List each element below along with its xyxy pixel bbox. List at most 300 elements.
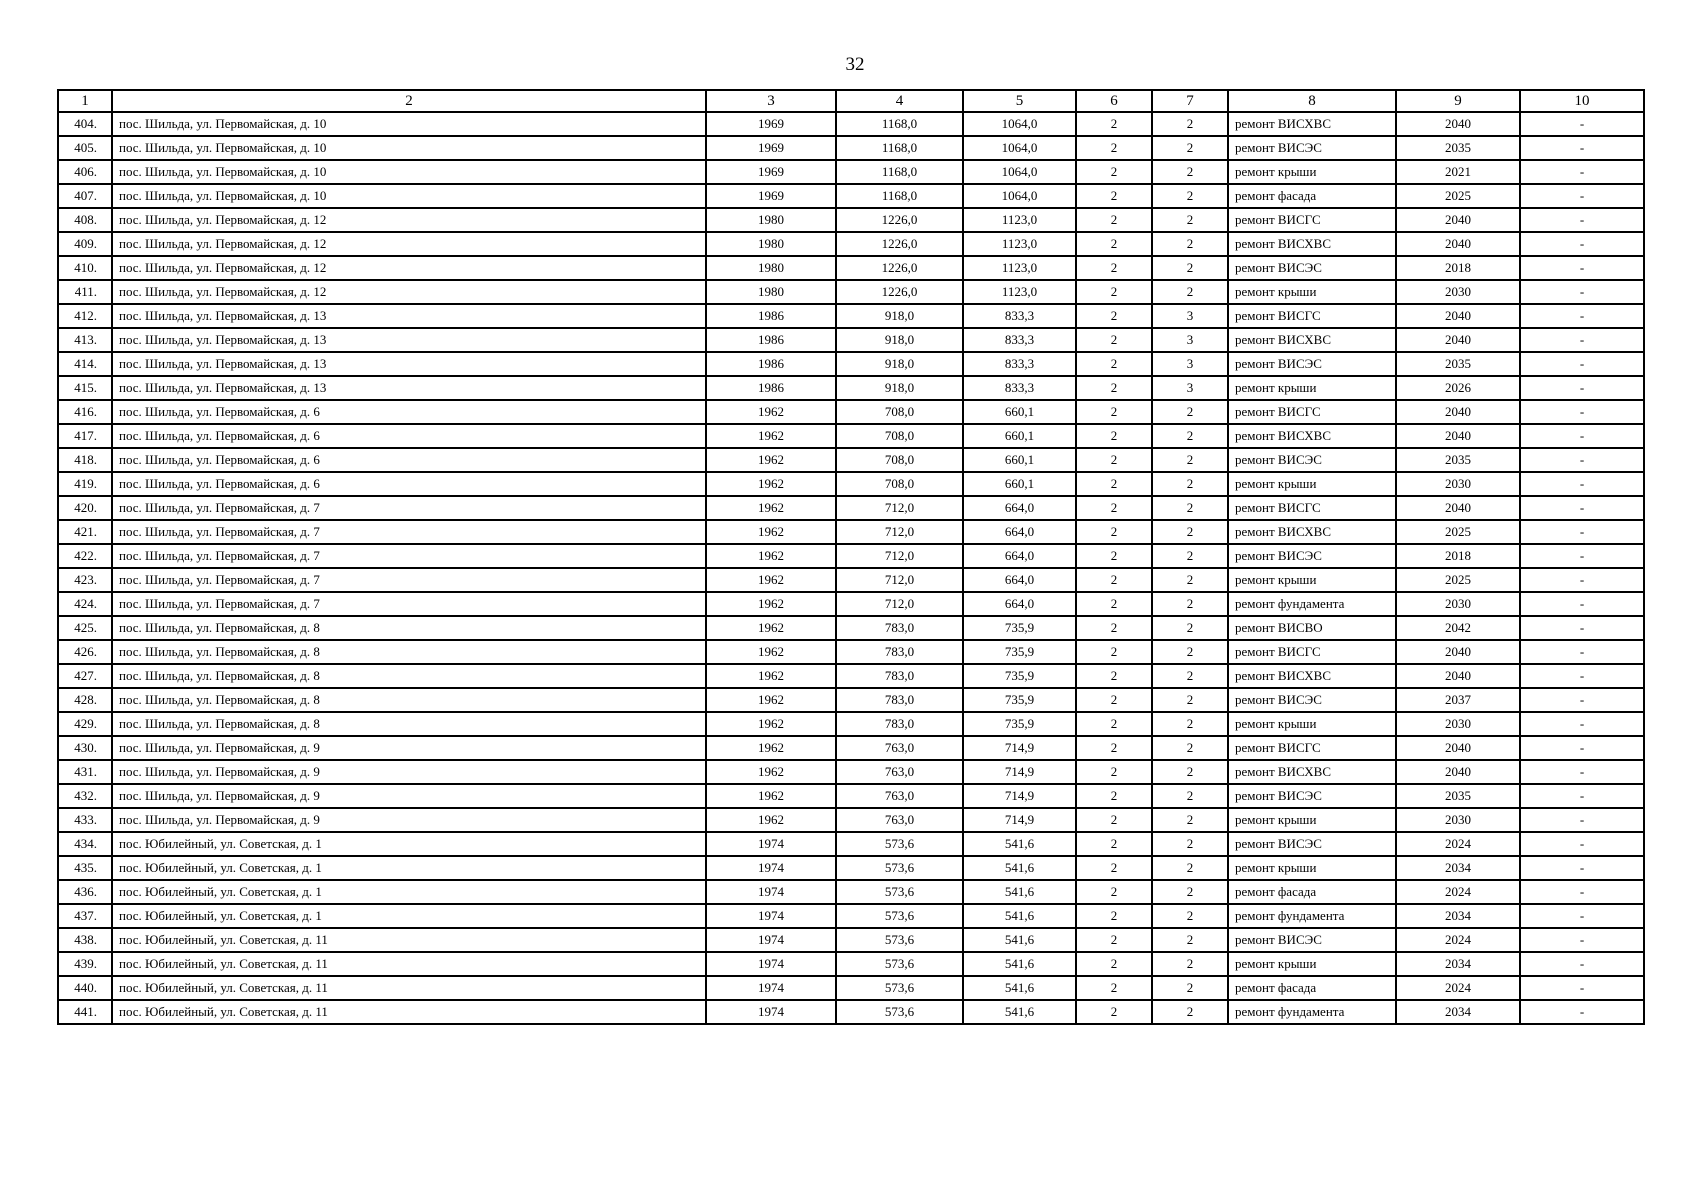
note-cell: - <box>1520 328 1644 352</box>
repair-type-cell: ремонт крыши <box>1228 376 1396 400</box>
floors-cell: 2 <box>1076 232 1152 256</box>
row-number-cell: 428. <box>58 688 112 712</box>
table-row <box>58 664 1644 688</box>
entrances-cell: 2 <box>1152 208 1228 232</box>
total-area-cell: 712,0 <box>836 568 963 592</box>
build-year-cell: 1969 <box>706 184 836 208</box>
note-cell: - <box>1520 304 1644 328</box>
address-cell: пос. Шильда, ул. Первомайская, д. 6 <box>112 400 706 424</box>
entrances-cell: 2 <box>1152 664 1228 688</box>
repair-year-cell: 2040 <box>1396 760 1520 784</box>
row-number-cell: 414. <box>58 352 112 376</box>
floors-cell: 2 <box>1076 112 1152 136</box>
column-header: 1 <box>58 90 112 112</box>
table-row <box>58 616 1644 640</box>
repair-type-cell: ремонт ВИСГС <box>1228 400 1396 424</box>
repair-type-cell: ремонт ВИСЭС <box>1228 784 1396 808</box>
living-area-cell: 664,0 <box>963 568 1076 592</box>
column-header: 5 <box>963 90 1076 112</box>
repair-year-cell: 2018 <box>1396 544 1520 568</box>
repair-type-cell: ремонт крыши <box>1228 160 1396 184</box>
total-area-cell: 783,0 <box>836 712 963 736</box>
floors-cell: 2 <box>1076 712 1152 736</box>
table-row <box>58 712 1644 736</box>
row-number-cell: 435. <box>58 856 112 880</box>
build-year-cell: 1962 <box>706 568 836 592</box>
entrances-cell: 2 <box>1152 496 1228 520</box>
repair-type-cell: ремонт ВИСХВС <box>1228 424 1396 448</box>
entrances-cell: 3 <box>1152 304 1228 328</box>
entrances-cell: 2 <box>1152 808 1228 832</box>
repair-type-cell: ремонт ВИСЭС <box>1228 688 1396 712</box>
table-row <box>58 424 1644 448</box>
note-cell: - <box>1520 664 1644 688</box>
floors-cell: 2 <box>1076 304 1152 328</box>
note-cell: - <box>1520 376 1644 400</box>
row-number-cell: 437. <box>58 904 112 928</box>
build-year-cell: 1962 <box>706 592 836 616</box>
repair-type-cell: ремонт ВИСХВС <box>1228 760 1396 784</box>
repair-type-cell: ремонт ВИСХВС <box>1228 232 1396 256</box>
table-header-row <box>58 90 1644 112</box>
row-number-cell: 438. <box>58 928 112 952</box>
living-area-cell: 541,6 <box>963 904 1076 928</box>
table-row <box>58 448 1644 472</box>
table-row <box>58 808 1644 832</box>
total-area-cell: 708,0 <box>836 448 963 472</box>
total-area-cell: 708,0 <box>836 424 963 448</box>
build-year-cell: 1962 <box>706 496 836 520</box>
total-area-cell: 1168,0 <box>836 112 963 136</box>
entrances-cell: 2 <box>1152 832 1228 856</box>
build-year-cell: 1980 <box>706 208 836 232</box>
build-year-cell: 1974 <box>706 856 836 880</box>
note-cell: - <box>1520 424 1644 448</box>
note-cell: - <box>1520 472 1644 496</box>
build-year-cell: 1962 <box>706 712 836 736</box>
entrances-cell: 3 <box>1152 328 1228 352</box>
row-number-cell: 440. <box>58 976 112 1000</box>
entrances-cell: 2 <box>1152 592 1228 616</box>
total-area-cell: 1226,0 <box>836 208 963 232</box>
floors-cell: 2 <box>1076 880 1152 904</box>
table-row <box>58 208 1644 232</box>
living-area-cell: 833,3 <box>963 352 1076 376</box>
column-header: 6 <box>1076 90 1152 112</box>
entrances-cell: 2 <box>1152 400 1228 424</box>
total-area-cell: 573,6 <box>836 976 963 1000</box>
repair-year-cell: 2040 <box>1396 640 1520 664</box>
build-year-cell: 1974 <box>706 976 836 1000</box>
floors-cell: 2 <box>1076 640 1152 664</box>
repair-type-cell: ремонт крыши <box>1228 808 1396 832</box>
repair-year-cell: 2040 <box>1396 328 1520 352</box>
repair-type-cell: ремонт фасада <box>1228 976 1396 1000</box>
note-cell: - <box>1520 400 1644 424</box>
living-area-cell: 735,9 <box>963 664 1076 688</box>
note-cell: - <box>1520 904 1644 928</box>
repair-type-cell: ремонт фасада <box>1228 880 1396 904</box>
column-header: 8 <box>1228 90 1396 112</box>
row-number-cell: 439. <box>58 952 112 976</box>
table-row <box>58 496 1644 520</box>
total-area-cell: 763,0 <box>836 808 963 832</box>
table-row <box>58 856 1644 880</box>
repair-year-cell: 2040 <box>1396 496 1520 520</box>
build-year-cell: 1962 <box>706 664 836 688</box>
build-year-cell: 1962 <box>706 448 836 472</box>
build-year-cell: 1986 <box>706 352 836 376</box>
row-number-cell: 412. <box>58 304 112 328</box>
build-year-cell: 1962 <box>706 616 836 640</box>
repair-type-cell: ремонт фундамента <box>1228 1000 1396 1024</box>
entrances-cell: 2 <box>1152 760 1228 784</box>
floors-cell: 2 <box>1076 544 1152 568</box>
build-year-cell: 1986 <box>706 376 836 400</box>
floors-cell: 2 <box>1076 352 1152 376</box>
note-cell: - <box>1520 784 1644 808</box>
address-cell: пос. Шильда, ул. Первомайская, д. 10 <box>112 112 706 136</box>
build-year-cell: 1986 <box>706 328 836 352</box>
total-area-cell: 763,0 <box>836 736 963 760</box>
total-area-cell: 918,0 <box>836 328 963 352</box>
address-cell: пос. Юбилейный, ул. Советская, д. 11 <box>112 976 706 1000</box>
floors-cell: 2 <box>1076 808 1152 832</box>
repair-type-cell: ремонт крыши <box>1228 280 1396 304</box>
build-year-cell: 1974 <box>706 904 836 928</box>
entrances-cell: 2 <box>1152 232 1228 256</box>
repair-type-cell: ремонт ВИСГС <box>1228 640 1396 664</box>
living-area-cell: 541,6 <box>963 928 1076 952</box>
entrances-cell: 2 <box>1152 112 1228 136</box>
repair-type-cell: ремонт ВИСХВС <box>1228 664 1396 688</box>
living-area-cell: 714,9 <box>963 760 1076 784</box>
table-row <box>58 112 1644 136</box>
living-area-cell: 660,1 <box>963 448 1076 472</box>
address-cell: пос. Юбилейный, ул. Советская, д. 1 <box>112 832 706 856</box>
table-row <box>58 376 1644 400</box>
floors-cell: 2 <box>1076 448 1152 472</box>
address-cell: пос. Шильда, ул. Первомайская, д. 8 <box>112 712 706 736</box>
table-row <box>58 736 1644 760</box>
repair-year-cell: 2024 <box>1396 880 1520 904</box>
note-cell: - <box>1520 1000 1644 1024</box>
column-header: 9 <box>1396 90 1520 112</box>
table-row <box>58 1000 1644 1024</box>
row-number-cell: 419. <box>58 472 112 496</box>
entrances-cell: 2 <box>1152 904 1228 928</box>
floors-cell: 2 <box>1076 400 1152 424</box>
address-cell: пос. Шильда, ул. Первомайская, д. 6 <box>112 448 706 472</box>
total-area-cell: 1226,0 <box>836 280 963 304</box>
table-row <box>58 136 1644 160</box>
note-cell: - <box>1520 136 1644 160</box>
row-number-cell: 413. <box>58 328 112 352</box>
column-header: 3 <box>706 90 836 112</box>
address-cell: пос. Шильда, ул. Первомайская, д. 9 <box>112 808 706 832</box>
floors-cell: 2 <box>1076 784 1152 808</box>
note-cell: - <box>1520 976 1644 1000</box>
floors-cell: 2 <box>1076 472 1152 496</box>
address-cell: пос. Юбилейный, ул. Советская, д. 11 <box>112 928 706 952</box>
living-area-cell: 664,0 <box>963 592 1076 616</box>
living-area-cell: 664,0 <box>963 520 1076 544</box>
total-area-cell: 783,0 <box>836 688 963 712</box>
note-cell: - <box>1520 712 1644 736</box>
note-cell: - <box>1520 832 1644 856</box>
address-cell: пос. Шильда, ул. Первомайская, д. 13 <box>112 376 706 400</box>
build-year-cell: 1974 <box>706 832 836 856</box>
table-row <box>58 328 1644 352</box>
address-cell: пос. Юбилейный, ул. Советская, д. 1 <box>112 856 706 880</box>
row-number-cell: 417. <box>58 424 112 448</box>
floors-cell: 2 <box>1076 280 1152 304</box>
living-area-cell: 664,0 <box>963 496 1076 520</box>
repair-year-cell: 2035 <box>1396 448 1520 472</box>
total-area-cell: 1168,0 <box>836 184 963 208</box>
note-cell: - <box>1520 880 1644 904</box>
note-cell: - <box>1520 208 1644 232</box>
repair-type-cell: ремонт фундамента <box>1228 592 1396 616</box>
note-cell: - <box>1520 616 1644 640</box>
repair-type-cell: ремонт крыши <box>1228 856 1396 880</box>
living-area-cell: 541,6 <box>963 832 1076 856</box>
row-number-cell: 431. <box>58 760 112 784</box>
floors-cell: 2 <box>1076 616 1152 640</box>
table-row <box>58 760 1644 784</box>
repair-year-cell: 2024 <box>1396 832 1520 856</box>
address-cell: пос. Шильда, ул. Первомайская, д. 8 <box>112 688 706 712</box>
build-year-cell: 1962 <box>706 400 836 424</box>
table-row <box>58 280 1644 304</box>
floors-cell: 2 <box>1076 856 1152 880</box>
repair-type-cell: ремонт крыши <box>1228 712 1396 736</box>
row-number-cell: 441. <box>58 1000 112 1024</box>
address-cell: пос. Юбилейный, ул. Советская, д. 1 <box>112 880 706 904</box>
total-area-cell: 783,0 <box>836 664 963 688</box>
build-year-cell: 1974 <box>706 928 836 952</box>
note-cell: - <box>1520 928 1644 952</box>
address-cell: пос. Шильда, ул. Первомайская, д. 13 <box>112 328 706 352</box>
table-row <box>58 640 1644 664</box>
entrances-cell: 2 <box>1152 280 1228 304</box>
repair-type-cell: ремонт крыши <box>1228 952 1396 976</box>
note-cell: - <box>1520 520 1644 544</box>
repair-year-cell: 2040 <box>1396 304 1520 328</box>
living-area-cell: 833,3 <box>963 304 1076 328</box>
address-cell: пос. Шильда, ул. Первомайская, д. 6 <box>112 424 706 448</box>
floors-cell: 2 <box>1076 160 1152 184</box>
total-area-cell: 573,6 <box>836 832 963 856</box>
row-number-cell: 422. <box>58 544 112 568</box>
entrances-cell: 2 <box>1152 952 1228 976</box>
living-area-cell: 1064,0 <box>963 136 1076 160</box>
row-number-cell: 415. <box>58 376 112 400</box>
entrances-cell: 2 <box>1152 712 1228 736</box>
total-area-cell: 763,0 <box>836 784 963 808</box>
table-row <box>58 184 1644 208</box>
floors-cell: 2 <box>1076 688 1152 712</box>
living-area-cell: 1064,0 <box>963 184 1076 208</box>
repair-type-cell: ремонт ВИСЭС <box>1228 256 1396 280</box>
floors-cell: 2 <box>1076 760 1152 784</box>
repair-type-cell: ремонт ВИСЭС <box>1228 136 1396 160</box>
address-cell: пос. Юбилейный, ул. Советская, д. 11 <box>112 1000 706 1024</box>
table-row <box>58 976 1644 1000</box>
total-area-cell: 712,0 <box>836 496 963 520</box>
row-number-cell: 410. <box>58 256 112 280</box>
note-cell: - <box>1520 232 1644 256</box>
living-area-cell: 735,9 <box>963 616 1076 640</box>
repair-year-cell: 2025 <box>1396 184 1520 208</box>
build-year-cell: 1969 <box>706 160 836 184</box>
table-row <box>58 352 1644 376</box>
repair-type-cell: ремонт фундамента <box>1228 904 1396 928</box>
page-number: 32 <box>845 54 865 75</box>
repair-year-cell: 2040 <box>1396 736 1520 760</box>
repair-year-cell: 2034 <box>1396 1000 1520 1024</box>
address-cell: пос. Юбилейный, ул. Советская, д. 11 <box>112 952 706 976</box>
repair-year-cell: 2040 <box>1396 112 1520 136</box>
living-area-cell: 541,6 <box>963 880 1076 904</box>
entrances-cell: 2 <box>1152 568 1228 592</box>
row-number-cell: 433. <box>58 808 112 832</box>
address-cell: пос. Шильда, ул. Первомайская, д. 10 <box>112 160 706 184</box>
address-cell: пос. Шильда, ул. Первомайская, д. 12 <box>112 232 706 256</box>
repair-year-cell: 2026 <box>1396 376 1520 400</box>
build-year-cell: 1980 <box>706 280 836 304</box>
living-area-cell: 833,3 <box>963 376 1076 400</box>
row-number-cell: 404. <box>58 112 112 136</box>
table-row <box>58 904 1644 928</box>
floors-cell: 2 <box>1076 1000 1152 1024</box>
floors-cell: 2 <box>1076 256 1152 280</box>
floors-cell: 2 <box>1076 928 1152 952</box>
entrances-cell: 2 <box>1152 136 1228 160</box>
address-cell: пос. Шильда, ул. Первомайская, д. 12 <box>112 256 706 280</box>
table-row <box>58 304 1644 328</box>
repair-year-cell: 2035 <box>1396 352 1520 376</box>
row-number-cell: 408. <box>58 208 112 232</box>
living-area-cell: 735,9 <box>963 712 1076 736</box>
address-cell: пос. Шильда, ул. Первомайская, д. 9 <box>112 760 706 784</box>
entrances-cell: 2 <box>1152 424 1228 448</box>
floors-cell: 2 <box>1076 904 1152 928</box>
floors-cell: 2 <box>1076 952 1152 976</box>
address-cell: пос. Шильда, ул. Первомайская, д. 7 <box>112 496 706 520</box>
repair-type-cell: ремонт ВИСГС <box>1228 208 1396 232</box>
note-cell: - <box>1520 808 1644 832</box>
note-cell: - <box>1520 352 1644 376</box>
table-row <box>58 544 1644 568</box>
note-cell: - <box>1520 856 1644 880</box>
table-row <box>58 928 1644 952</box>
entrances-cell: 2 <box>1152 256 1228 280</box>
total-area-cell: 708,0 <box>836 472 963 496</box>
floors-cell: 2 <box>1076 376 1152 400</box>
total-area-cell: 712,0 <box>836 520 963 544</box>
build-year-cell: 1962 <box>706 544 836 568</box>
repair-year-cell: 2035 <box>1396 136 1520 160</box>
row-number-cell: 429. <box>58 712 112 736</box>
repair-year-cell: 2040 <box>1396 232 1520 256</box>
address-cell: пос. Юбилейный, ул. Советская, д. 1 <box>112 904 706 928</box>
entrances-cell: 2 <box>1152 640 1228 664</box>
address-cell: пос. Шильда, ул. Первомайская, д. 8 <box>112 616 706 640</box>
living-area-cell: 714,9 <box>963 736 1076 760</box>
row-number-cell: 411. <box>58 280 112 304</box>
address-cell: пос. Шильда, ул. Первомайская, д. 7 <box>112 592 706 616</box>
repair-type-cell: ремонт ВИСЭС <box>1228 544 1396 568</box>
entrances-cell: 3 <box>1152 376 1228 400</box>
address-cell: пос. Шильда, ул. Первомайская, д. 6 <box>112 472 706 496</box>
entrances-cell: 2 <box>1152 616 1228 640</box>
build-year-cell: 1962 <box>706 784 836 808</box>
repair-year-cell: 2030 <box>1396 592 1520 616</box>
address-cell: пос. Шильда, ул. Первомайская, д. 9 <box>112 784 706 808</box>
entrances-cell: 2 <box>1152 736 1228 760</box>
note-cell: - <box>1520 568 1644 592</box>
row-number-cell: 436. <box>58 880 112 904</box>
total-area-cell: 918,0 <box>836 352 963 376</box>
total-area-cell: 783,0 <box>836 640 963 664</box>
entrances-cell: 2 <box>1152 544 1228 568</box>
address-cell: пос. Шильда, ул. Первомайская, д. 13 <box>112 304 706 328</box>
table-row <box>58 472 1644 496</box>
repair-type-cell: ремонт ВИСВО <box>1228 616 1396 640</box>
row-number-cell: 434. <box>58 832 112 856</box>
floors-cell: 2 <box>1076 184 1152 208</box>
repair-type-cell: ремонт ВИСЭС <box>1228 352 1396 376</box>
repair-year-cell: 2030 <box>1396 280 1520 304</box>
repair-type-cell: ремонт крыши <box>1228 472 1396 496</box>
build-year-cell: 1974 <box>706 880 836 904</box>
table-row <box>58 832 1644 856</box>
build-year-cell: 1962 <box>706 640 836 664</box>
living-area-cell: 1123,0 <box>963 232 1076 256</box>
address-cell: пос. Шильда, ул. Первомайская, д. 7 <box>112 544 706 568</box>
note-cell: - <box>1520 184 1644 208</box>
row-number-cell: 421. <box>58 520 112 544</box>
build-year-cell: 1962 <box>706 688 836 712</box>
note-cell: - <box>1520 592 1644 616</box>
table-row <box>58 160 1644 184</box>
living-area-cell: 1064,0 <box>963 112 1076 136</box>
living-area-cell: 833,3 <box>963 328 1076 352</box>
living-area-cell: 735,9 <box>963 688 1076 712</box>
table-row <box>58 400 1644 424</box>
living-area-cell: 541,6 <box>963 856 1076 880</box>
repair-type-cell: ремонт фасада <box>1228 184 1396 208</box>
floors-cell: 2 <box>1076 568 1152 592</box>
note-cell: - <box>1520 760 1644 784</box>
entrances-cell: 2 <box>1152 880 1228 904</box>
row-number-cell: 432. <box>58 784 112 808</box>
table-row <box>58 952 1644 976</box>
total-area-cell: 1226,0 <box>836 232 963 256</box>
repair-year-cell: 2034 <box>1396 904 1520 928</box>
build-year-cell: 1969 <box>706 136 836 160</box>
living-area-cell: 735,9 <box>963 640 1076 664</box>
total-area-cell: 573,6 <box>836 880 963 904</box>
row-number-cell: 430. <box>58 736 112 760</box>
living-area-cell: 541,6 <box>963 1000 1076 1024</box>
repair-year-cell: 2030 <box>1396 472 1520 496</box>
repair-type-cell: ремонт ВИСГС <box>1228 736 1396 760</box>
table-row <box>58 568 1644 592</box>
row-number-cell: 416. <box>58 400 112 424</box>
entrances-cell: 2 <box>1152 1000 1228 1024</box>
